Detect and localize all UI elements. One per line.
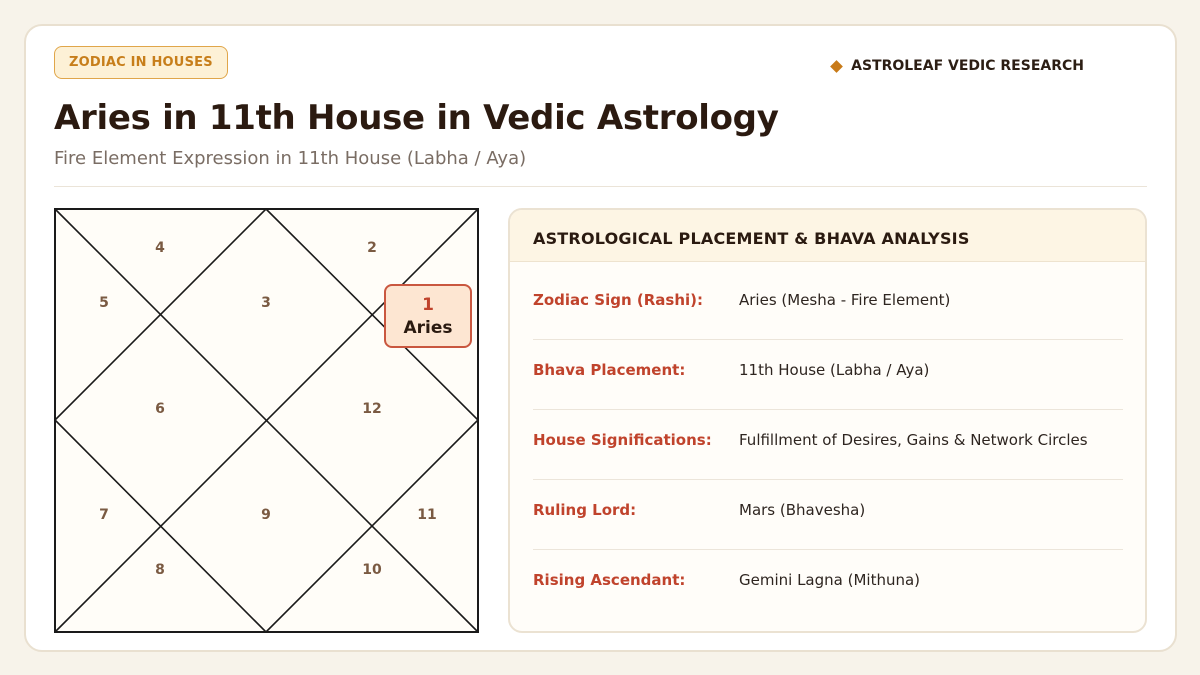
diamond-icon [830,60,843,73]
info-value: Mars (Bhavesha) [739,501,866,519]
house-number-10: 10 [362,562,382,578]
house-number-3: 3 [261,295,271,311]
info-row-rising-ascendant [533,550,1123,620]
page-subtitle: Fire Element Expression in 11th House (Labha / Aya) [54,148,527,169]
info-value: Gemini Lagna (Mithuna) [739,571,921,589]
brand-label: ASTROLEAF VEDIC RESEARCH [851,58,1084,74]
north-indian-birth-chart [54,208,479,633]
divider [54,186,1147,187]
highlight-sign-name: Aries [403,318,453,338]
category-badge[interactable]: ZODIAC IN HOUSES [54,46,228,79]
brand [832,57,1084,75]
highlighted-house-marker[interactable] [384,284,472,348]
info-row-ruling-lord [533,480,1123,550]
house-number-6: 6 [155,401,165,417]
house-number-7: 7 [99,507,109,523]
info-value: Fulfillment of Desires, Gains & Network Circles [739,431,1088,449]
info-label: Bhava Placement: [533,361,686,379]
info-label: House Significations: [533,431,712,449]
house-number-9: 9 [261,507,271,523]
highlight-house-number: 1 [422,295,434,315]
info-label: Zodiac Sign (Rashi): [533,291,704,309]
info-label: Ruling Lord: [533,501,637,519]
panel-heading: ASTROLOGICAL PLACEMENT & BHAVA ANALYSIS [510,210,1145,262]
chart-svg [54,208,479,633]
info-label: Rising Ascendant: [533,571,686,589]
house-number-8: 8 [155,562,165,578]
info-row-zodiac-sign [533,270,1123,340]
house-number-11: 11 [417,507,437,523]
analysis-panel [508,208,1147,633]
house-number-2: 2 [367,240,377,256]
house-number-5: 5 [99,295,109,311]
info-value: 11th House (Labha / Aya) [739,361,930,379]
info-row-house-significations [533,410,1123,480]
info-row-bhava-placement [533,340,1123,410]
house-number-12: 12 [362,401,382,417]
info-value: Aries (Mesha - Fire Element) [739,291,951,309]
house-number-4: 4 [155,240,165,256]
page-title: Aries in 11th House in Vedic Astrology [54,98,779,138]
